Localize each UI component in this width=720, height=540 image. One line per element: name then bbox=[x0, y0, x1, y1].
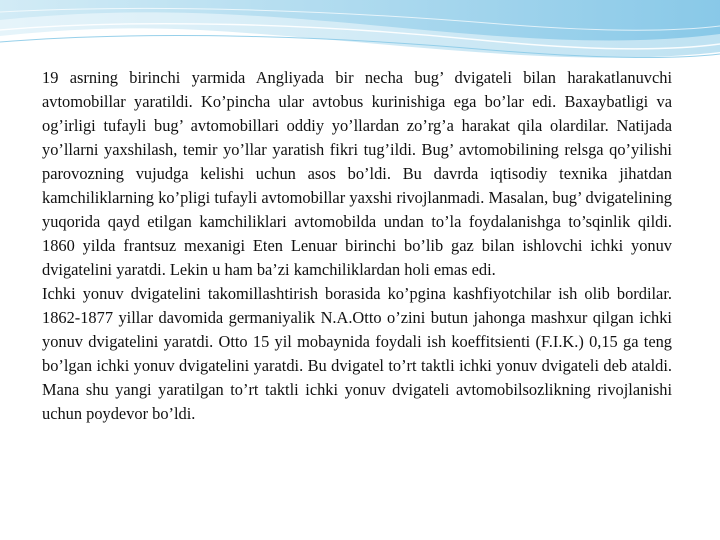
slide-body-text bbox=[42, 66, 672, 426]
paragraph-2: Ichki yonuv dvigatelini takomillashtirish borasida ko’pgina kashfiyotchilar ish olib bordilar. 1862-1877 yillar davomida germaniyalik N.A.Otto o’zini butun jahonga mashxur qilgan ichki yonuv dvigatelini yaratdi. Otto 15 yil mobaynida foydali ish koeffitsienti (F.I.K.) 0,15 ga teng bo’lgan ichki yonuv dvigatelini yaratdi. Bu dvigatel to’rt taktli ichki yonuv dvigateli deb ataldi. Mana shu yangi yaratilgan to’rt taktli ichki yonuv dvigateli avtomobilsozlikning rivojlanishi uchun poydevor bo’ldi. bbox=[42, 284, 672, 423]
header-wave-decoration bbox=[0, 0, 720, 70]
paragraph-1: 19 asrning birinchi yarmida Angliyada bir necha bug’ dvigateli bilan harakatlanuvchi avtomobillar yaratildi. Ko’pincha ular avtobus kurinishiga ega bo’lar edi. Baxaybatligi va og’irligi tufayli bug’ avtomobillari oddiy yo’llardan zo’rg’a harakat qila olardilar. Natijada yo’llarni yaxshilash, temir yo’llar yaratish fikri tug’ildi. Bug’ avtomobilining relsga qo’yilishi parovozning vujudga kelishi uchun asos bo’ldi. Bu davrda iqtisodiy texnika jihatdan kamchiliklarning ko’pligi tufayli avtomobillar yaxshi rivojlanmadi. Masalan, bug’ dvigatelining yuqorida qayd etilgan kamchiliklari avtomobilda undan to’la foydalanishga to’sqinlik qildi. 1860 yilda frantsuz mexanigi Eten Lenuar birinchi bo’lib gaz bilan ishlovchi ichki yonuv dvigatelini yaratdi. Lekin u ham ba’zi kamchiliklardan holi emas edi. bbox=[42, 68, 672, 279]
